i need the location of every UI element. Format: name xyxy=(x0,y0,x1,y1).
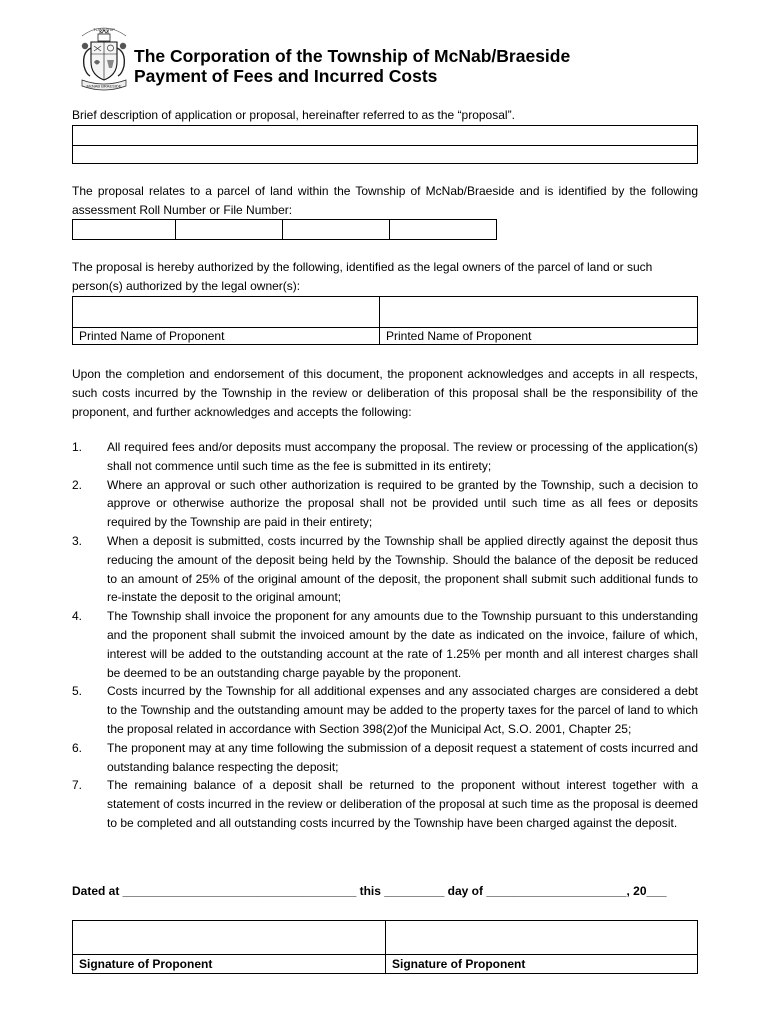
term-text: The proponent may at any time following the submission of a deposit request a statement of costs incurred and outstanding balance respecting the deposit; xyxy=(107,740,698,774)
title-line-form-name: Payment of Fees and Incurred Costs xyxy=(134,66,438,86)
term-text: When a deposit is submitted, costs incurred by the Township shall be applied directly against the deposit thus reducing the amount of the deposit being held by the Township. Should the balance of the deposit be reduced to an amount of 25% of the original amount of the deposit, the proponent shall submit such additional funds to re-instate the deposit to the original amount; xyxy=(107,533,698,605)
description-instruction: Brief description of application or proposal, hereinafter referred to as the “proposal”. xyxy=(72,108,515,122)
terms-list xyxy=(72,438,698,833)
acknowledgement-paragraph: Upon the completion and endorsement of this document, the proponent acknowledges and accepts in all respects, such costs incurred by the Township in the review or deliberation of this proposal shall be the responsibility of the proponent, and further acknowledges and accepts the following: xyxy=(72,367,698,419)
printed-name-input-right[interactable] xyxy=(380,297,697,327)
svg-text:TOWNSHIP: TOWNSHIP xyxy=(93,27,115,32)
term-number: 1. xyxy=(72,440,83,454)
term-text: Costs incurred by the Township for all additional expenses and any associated charges are considered a debt to the Township and the outstanding amount may be added to the property taxes for the parcel of land to which the proposal related in accordance with Section 398(2)of the Municipal Act, S.O. 2001, Chapter 25; xyxy=(107,684,698,736)
signature-label-left: Signature of Proponent xyxy=(79,957,213,971)
term-number: 5. xyxy=(72,684,83,699)
signature-label-right: Signature of Proponent xyxy=(392,957,526,971)
term-number: 4. xyxy=(72,609,83,624)
authorization-instruction: The proposal is hereby authorized by the following, identified as the legal owners of the parcel of land or such person(s) authorized by the legal owner(s): xyxy=(72,260,653,293)
printed-name-input-left[interactable] xyxy=(73,297,378,327)
term-text: The Township shall invoice the proponent for any amounts due to the Township pursuant to this understanding and the proponent shall submit the invoiced amount by the date as indicated on the invoice, failure of which, interest will be added to the outstanding account at the rate of 1.25% per month and all interest charges shall be deemed to be an outstanding charge payable by the proponent. xyxy=(107,609,698,680)
term-number: 3. xyxy=(72,533,83,548)
list-item xyxy=(72,438,698,476)
list-item xyxy=(72,739,698,777)
signature-input-right[interactable] xyxy=(386,921,697,954)
list-item xyxy=(72,607,698,682)
roll-number-field[interactable] xyxy=(72,219,497,240)
term-text: All required fees and/or deposits must accompany the proposal. The review or processing of the application(s) shall not commence until such time as the fee is submitted in its entirety; xyxy=(107,440,698,473)
printed-name-label-right: Printed Name of Proponent xyxy=(386,329,532,343)
dated-line[interactable]: Dated at ___________________________________ this _________ day of _____________________, 20___ xyxy=(72,884,667,898)
proponent-name-table xyxy=(72,296,698,345)
printed-name-label-left: Printed Name of Proponent xyxy=(79,329,225,343)
proponent-name-row-divider xyxy=(73,327,697,328)
term-text: Where an approval or such other authorization is required to be granted by the Township, such a decision to approve or otherwise authorize the proposal shall not be provided until such time as all fees or deposits required by the Township are paid in their entirety; xyxy=(107,477,698,530)
description-field-divider xyxy=(73,145,697,146)
term-number: 6. xyxy=(72,740,83,755)
parcel-instruction: The proposal relates to a parcel of land within the Township of McNab/Braeside and is identified by the following assessment Roll Number or File Number: xyxy=(72,184,698,217)
proposal-description-field[interactable] xyxy=(72,125,698,164)
title-line-organization: The Corporation of the Township of McNab/Braeside xyxy=(134,46,571,66)
list-item xyxy=(72,682,698,738)
roll-number-divider-2 xyxy=(282,220,283,239)
term-number: 7. xyxy=(72,778,83,793)
term-text: The remaining balance of a deposit shall be returned to the proponent without interest together with a statement of costs incurred in the review or deliberation of the proposal at such time as the proposal is deemed to be completed and all outstanding costs incurred by the Township have been charged against the deposit. xyxy=(107,778,698,830)
signature-table xyxy=(72,920,698,974)
signature-row-divider xyxy=(73,954,697,955)
term-number: 2. xyxy=(72,477,83,492)
form-title xyxy=(134,46,570,86)
list-item xyxy=(72,476,698,532)
roll-number-divider-1 xyxy=(175,220,176,239)
township-crest-logo xyxy=(76,22,132,96)
roll-number-divider-3 xyxy=(389,220,390,239)
list-item xyxy=(72,532,698,607)
svg-text:McNAB BRAESIDE: McNAB BRAESIDE xyxy=(86,83,122,89)
signature-input-left[interactable] xyxy=(73,921,384,954)
list-item xyxy=(72,776,698,832)
